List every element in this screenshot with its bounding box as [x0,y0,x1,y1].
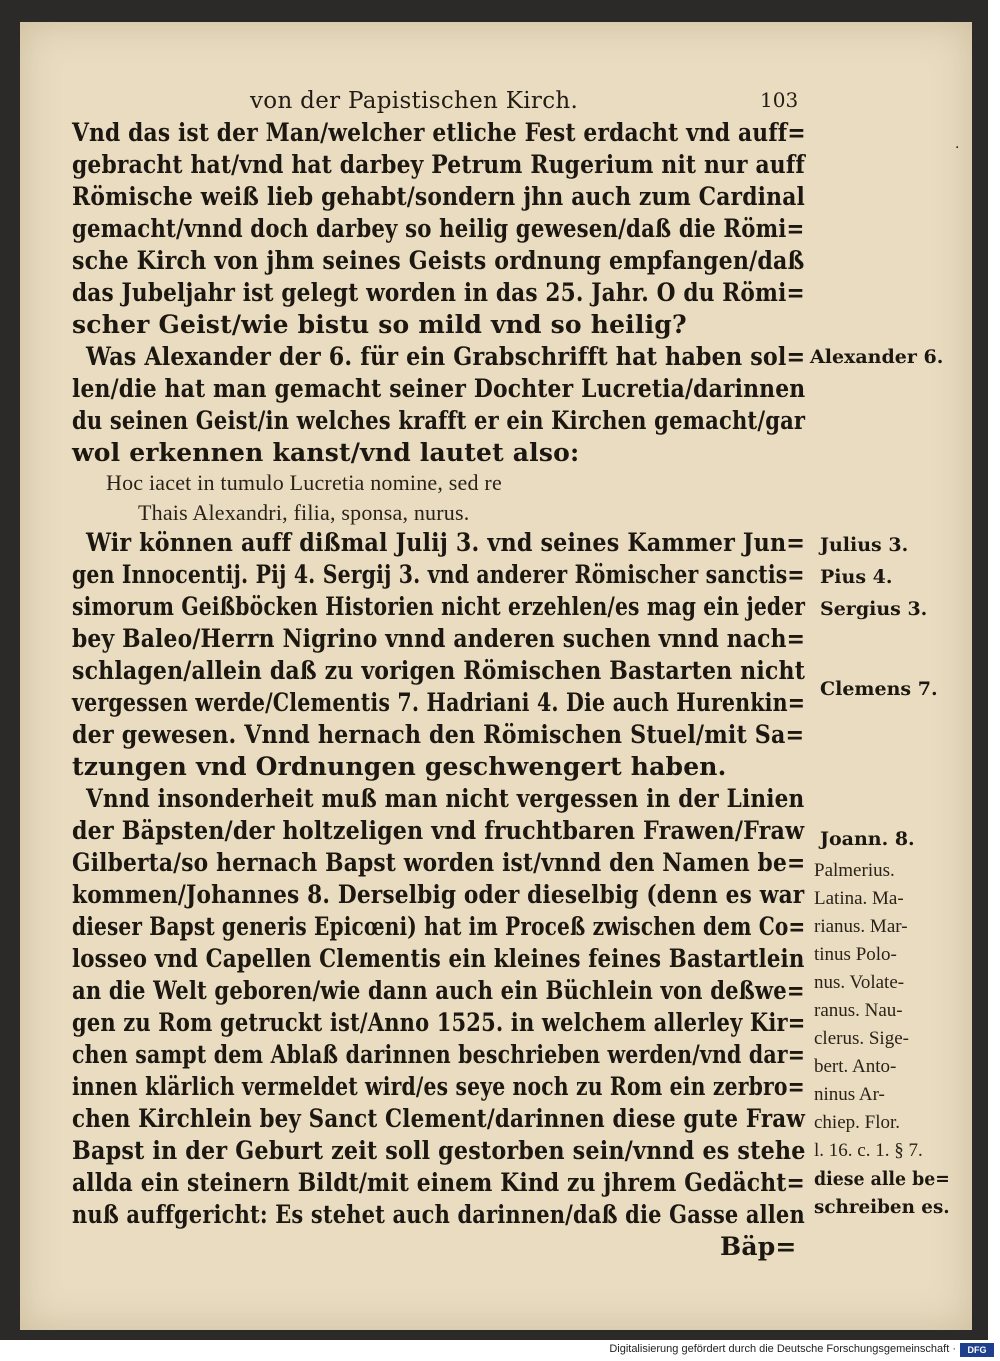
margin-note: Palmerius. [814,860,895,881]
text-line: len/die hat man gemacht seiner Dochter Lucretia/darinnen [72,374,806,403]
funding-credit: Digitalisierung gefördert durch die Deutsche Forschungsgemeinschaft · [609,1343,956,1355]
running-head: von der Papistischen Kirch. [250,88,579,114]
text-line: gen zu Rom getruckt ist/Anno 1525. in welchem allerley Kir= [72,1008,806,1037]
margin-note: Sergius 3. [820,598,928,620]
text-line: sche Kirch von jhm seines Geists ordnung empfangen/daß [72,246,805,275]
page-header [20,88,972,122]
text-line: nuß auffgericht: Es stehet auch darinnen/daß die Gasse allen [72,1200,805,1229]
text-line: Römische weiß lieb gehabt/sondern jhn auch zum Cardinal [72,182,806,211]
page-number: 103 [760,88,799,112]
text-line: schlagen/allein daß zu vorigen Römischen Bastarten nicht [72,656,806,685]
text-line: an die Welt geboren/wie dann auch ein Büchlein von deßwe= [72,976,805,1005]
margin-note: ninus Ar- [814,1084,885,1105]
margin-note: Clemens 7. [820,678,938,700]
text-line: Gilberta/so hernach Bapst worden ist/vnnd den Namen be= [72,848,806,877]
text-line: chen sampt dem Ablaß darinnen beschrieben werden/vnd dar= [72,1040,806,1069]
catchword: Bäp= [720,1232,797,1261]
text-line: du seinen Geist/in welches krafft er ein Kirchen gemacht/gar [72,406,806,435]
margin-note: Pius 4. [820,566,893,588]
margin-note: rianus. Mar- [814,916,908,937]
text-line: gebracht hat/vnd hat darbey Petrum Rugerium nit nur auff [72,150,805,179]
book-page [20,22,972,1330]
text-line: der Bäpsten/der holtzeligen vnd fruchtbaren Frawen/Fraw [72,816,805,845]
text-line: wol erkennen kanst/vnd lautet also: [72,438,580,467]
text-line: Was Alexander der 6. für ein Grabschrifft hat haben sol= [86,342,806,371]
text-line: bey Baleo/Herrn Nigrino vnnd anderen suchen vnnd nach= [72,624,806,653]
text-line: chen Kirchlein bey Sanct Clement/darinnen diese gute Fraw [72,1104,805,1133]
epitaph-line: Thais Alexandri, filia, sponsa, nurus. [138,500,470,525]
margin-note: nus. Volate- [814,972,905,993]
margin-note: clerus. Sige- [814,1028,909,1049]
text-line: allda ein steinern Bildt/mit einem Kind zu jhrem Gedächt= [72,1168,805,1197]
text-line: scher Geist/wie bistu so mild vnd so heilig? [72,310,687,339]
margin-note: Julius 3. [820,534,909,556]
margin-note: diese alle be= [814,1168,950,1190]
margin-note: bert. Anto- [814,1056,897,1077]
text-line: dieser Bapst generis Epicœni) hat im Proceß zwischen dem Co= [72,912,806,941]
margin-note: Joann. 8. [820,828,915,850]
text-line: kommen/Johannes 8. Derselbig oder dieselbig (denn es war [72,880,805,909]
text-line: vergessen werde/Clementis 7. Hadriani 4. Die auch Hurenkin= [72,688,806,717]
text-line: losseo vnd Capellen Clementis ein kleines feines Bastartlein [72,944,805,973]
margin-note: Latina. Ma- [814,888,904,909]
margin-note: chiep. Flor. [814,1112,901,1133]
text-line: Vnnd insonderheit muß man nicht vergessen in der Linien [86,784,805,813]
text-line: das Jubeljahr ist gelegt worden in das 25. Jahr. O du Römi= [72,278,805,307]
text-line: Vnd das ist der Man/welcher etliche Fest erdacht vnd auff= [72,118,806,147]
text-line: innen klärlich vermeldet wird/es seye noch zu Rom ein zerbro= [72,1072,805,1101]
text-line: der gewesen. Vnnd hernach den Römischen Stuel/mit Sa= [72,720,805,749]
text-line: Wir können auff dißmal Julij 3. vnd seines Kammer Jun= [86,528,806,557]
dfg-logo-icon: DFG [960,1343,994,1357]
text-line: simorum Geißböcken Historien nicht erzehlen/es mag ein jeder [72,592,806,621]
footer-bar [0,1340,1000,1361]
margin-note: tinus Polo- [814,944,897,965]
margin-note: schreiben es. [814,1196,950,1218]
text-line: gemacht/vnnd doch darbey so heilig gewesen/daß die Römi= [72,214,805,243]
text-line: gen Innocentij. Pij 4. Sergij 3. vnd anderer Römischer sanctis= [72,560,805,589]
margin-note: ranus. Nau- [814,1000,903,1021]
text-line: Bapst in der Geburt zeit soll gestorben sein/vnnd es stehe [72,1136,806,1165]
margin-note: l. 16. c. 1. § 7. [814,1140,923,1161]
margin-note: Alexander 6. [810,346,944,368]
text-line: tzungen vnd Ordnungen geschwengert haben. [72,752,727,781]
page-mark: · [955,140,960,156]
epitaph-line: Hoc iacet in tumulo Lucretia nomine, sed re [106,470,502,495]
